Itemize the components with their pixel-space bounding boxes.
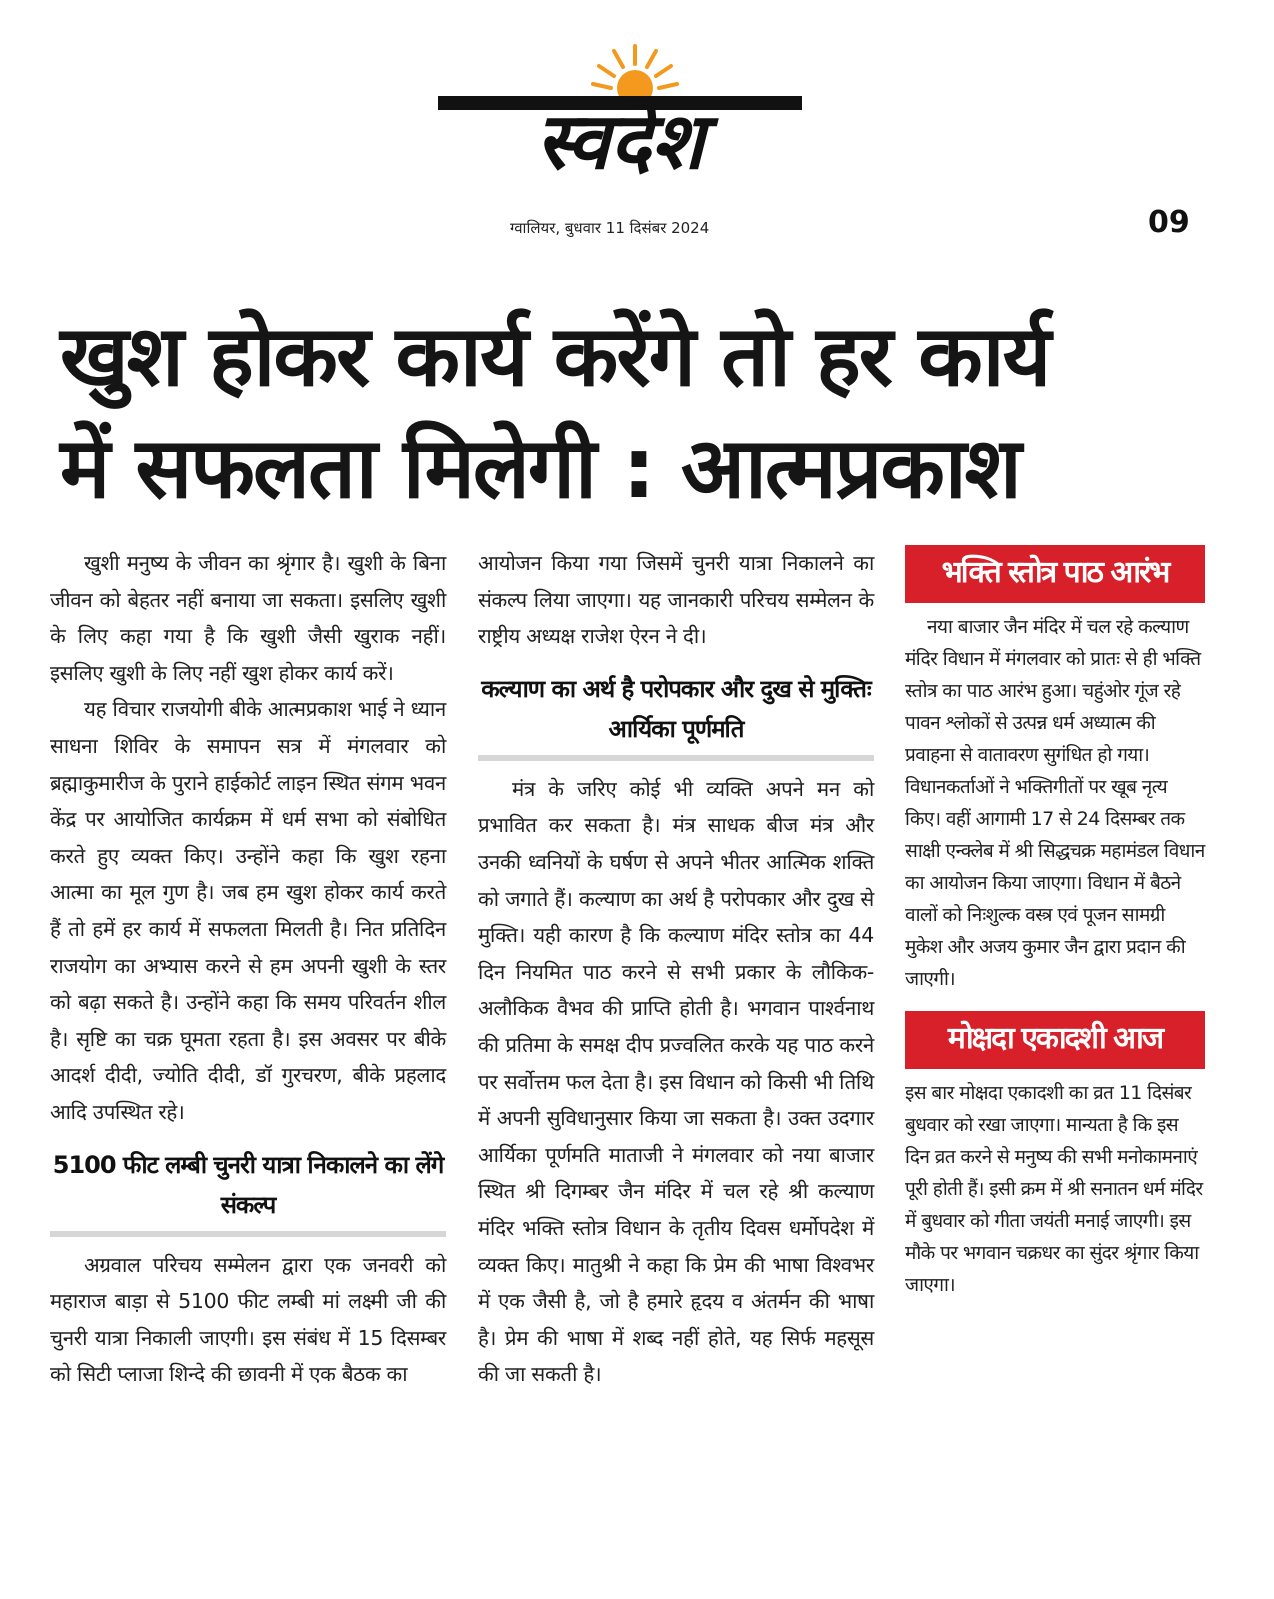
page-number: 09 — [1148, 205, 1190, 240]
paragraph: मंत्र के जरिए कोई भी व्यक्ति अपने मन को प्रभावित कर सकता है। मंत्र साधक बीज मंत्र और उनकी ध्वनियों के घर्षण से अपने भीतर आत्मिक शक्ति को जगाते हैं। कल्याण का अर्थ है परोपकार और दुख से मुक्ति। यही कारण है कि कल्याण मंदिर स्तोत्र का 44 दिन नियमित पाठ करने से सभी प्रकार के लौकिक-अलौकिक वैभव की प्राप्ति होती है। भगवान पार्श्वनाथ की प्रतिमा के समक्ष दीप प्रज्वलित करके यह पाठ करने पर सर्वोत्तम फल देता है। इस विधान को किसी भी तिथि में अपनी सुविधानुसार किया जा सकता है। उक्त उदगार आर्यिका पूर्णमति माताजी ने मंगलवार को नया बाजार स्थित श्री दिगम्बर जैन मंदिर में चल रहे श्री कल्याण मंदिर भक्ति स्तोत्र विधान के तृतीय दिवस धर्मोपदेश में व्यक्त किए। मातुश्री ने कहा कि प्रेम की भाषा विश्वभर में एक जैसी है, जो है हमारे हृदय व अंतर्मन की भाषा है। प्रेम की भाषा में शब्द नहीं होते, यह सिर्फ महसूस की जा सकती है। — [478, 776, 874, 1387]
sun-rays-masthead-icon — [430, 40, 810, 190]
subheading-kalyan: कल्याण का अर्थ है परोपकार और दुख से मुक्तिः आर्यिका पूर्णमति — [478, 669, 874, 761]
box-title-mokshada-ekadashi: मोक्षदा एकादशी आज — [905, 1011, 1205, 1069]
article-column-1 — [50, 545, 446, 1393]
paragraph: इस बार मोक्षदा एकादशी का व्रत 11 दिसंबर बुधवार को रखा जाएगा। मान्यता है कि इस दिन व्रत करने से मनुष्य की सभी मनोकामनाएं पूरी होती हैं। इसी क्रम में श्री सनातन धर्म मंदिर में बुधवार को गीता जयंती मनाई जाएगी। इस मौके पर भगवान चक्रधर का सुंदर श्रृंगार किया जाएगा। — [905, 1082, 1203, 1296]
box-title-bhakti-stotra: भक्ति स्तोत्र पाठ आरंभ — [905, 545, 1205, 603]
masthead-title: स्वदेश — [535, 97, 705, 187]
paragraph: आयोजन किया गया जिसमें चुनरी यात्रा निकालने का संकल्प लिया जाएगा। यह जानकारी परिचय सम्मेलन के राष्ट्रीय अध्यक्ष राजेश ऐरन ने दी। — [478, 551, 874, 649]
paragraph: अग्रवाल परिचय सम्मेलन द्वारा एक जनवरी को महाराज बाड़ा से 5100 फीट लम्बी मां लक्ष्मी जी की चुनरी यात्रा निकाली जाएगी। इस संबंध में 15 दिसम्बर को सिटी प्लाजा शिन्दे की छावनी में एक बैठक का — [50, 1252, 446, 1387]
main-headline — [60, 300, 1220, 524]
sidebar-column — [905, 545, 1205, 1301]
paragraph: यह विचार राजयोगी बीके आत्मप्रकाश भाई ने ध्यान साधना शिविर के समापन सत्र में मंगलवार को ब्रह्माकुमारीज के पुराने हाईकोर्ट लाइन स्थित संगम भवन केंद्र पर आयोजित कार्यक्रम में धर्म सभा को संबोधित करते हुए व्यक्त किए। उन्होंने कहा कि खुश रहना आत्मा का मूल गुण है। जब हम खुश होकर कार्य करते हैं तो हमें हर कार्य में सफलता मिलती है। नित प्रतिदिन राजयोग का अभ्यास करने से हम अपनी खुशी के स्तर को बढ़ा सकते है। उन्होंने कहा कि समय परिवर्तन शील है। सृष्टि का चक्र घूमता रहता है। इस अवसर पर बीके आदर्श दीदी, ज्योति दीदी, डॉ गुरचरण, बीके प्रहलाद आदि उपस्थित रहे। — [50, 697, 446, 1124]
headline-line-1: खुश होकर कार्य करेंगे तो हर कार्य — [60, 307, 1050, 405]
masthead-logo — [430, 40, 810, 190]
paragraph: नया बाजार जैन मंदिर में चल रहे कल्याण मंदिर विधान में मंगलवार को प्रातः से ही भक्ति स्तोत्र का पाठ आरंभ हुआ। चहुंओर गूंज रहे पावन श्लोकों से उत्पन्न धर्म अध्यात्म की प्रवाहना से वातावरण सुगंधित हो गया। विधानकर्ताओं ने भक्तिगीतों पर खूब नृत्य किए। वहीं आगामी 17 से 24 दिसम्बर तक साक्षी एन्क्लेब में श्री सिद्धचक्र महामंडल विधान का आयोजन किया जाएगा। विधान में बैठने वालों को निःशुल्क वस्त्र एवं पूजन सामग्री मुकेश और अजय कुमार जैन द्वारा प्रदान की जाएगी। — [905, 616, 1205, 990]
subheading-chunri-yatra: 5100 फीट लम्बी चुनरी यात्रा निकालने का लेंगे संकल्प — [50, 1145, 446, 1237]
dateline: ग्वालियर, बुधवार 11 दिसंबर 2024 — [510, 219, 710, 237]
article-column-2 — [478, 545, 874, 1393]
paragraph: खुशी मनुष्य के जीवन का श्रृंगार है। खुशी के बिना जीवन को बेहतर नहीं बनाया जा सकता। इसलिए खुशी के लिए कहा गया है कि खुशी जैसी खुराक नहीं। इसलिए खुशी के लिए नहीं खुश होकर कार्य करें। — [50, 551, 446, 685]
headline-line-2: में सफलता मिलेगी : आत्मप्रकाश — [60, 419, 1020, 517]
